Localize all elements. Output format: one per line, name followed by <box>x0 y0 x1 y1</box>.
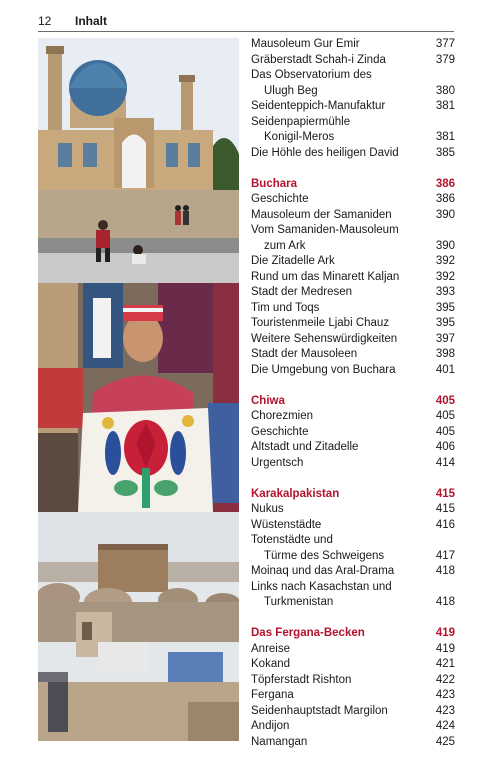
toc-title: Gräberstadt Schah-i Zinda <box>251 53 386 66</box>
toc-entry <box>251 564 455 580</box>
toc-page-number: 423 <box>435 704 455 717</box>
photo-necropolis <box>38 512 239 741</box>
toc-entry <box>251 595 455 611</box>
toc-entry <box>251 84 455 100</box>
toc-page-number: 393 <box>435 286 455 298</box>
toc-entry <box>251 53 455 69</box>
toc-page-number: 405 <box>435 410 455 422</box>
toc-page-number: 379 <box>435 53 455 66</box>
page-header <box>38 13 454 32</box>
toc-title: Seidenpapiermühle <box>251 115 351 128</box>
toc-entry <box>251 549 455 565</box>
toc-page-number <box>431 223 455 239</box>
toc-title: Stadt der Medresen <box>251 286 353 298</box>
toc-entry <box>251 363 455 379</box>
toc-page-number: 401 <box>435 363 455 376</box>
toc-page-number <box>431 68 455 84</box>
toc-title: Karakalpakistan <box>251 487 340 500</box>
toc-entry <box>251 704 455 720</box>
toc-chapter <box>251 394 455 410</box>
toc-page-number: 416 <box>435 518 455 531</box>
toc-title: Seidenteppich-Manufaktur <box>251 100 386 112</box>
toc-entry <box>251 99 455 115</box>
toc-entry <box>251 316 455 332</box>
toc-title: Mausoleum der Samaniden <box>251 208 392 221</box>
toc-page-number: 415 <box>435 487 455 500</box>
toc-page-number: 380 <box>435 84 455 97</box>
toc-page-number: 417 <box>435 549 455 562</box>
toc-entry <box>251 37 455 53</box>
toc-title: Tim und Toqs <box>251 301 320 314</box>
toc-entry <box>251 192 455 208</box>
toc-page-number: 422 <box>435 673 455 686</box>
toc-title: Altstadt und Zitadelle <box>251 441 359 453</box>
toc-page-number: 405 <box>435 394 455 407</box>
toc-page-number: 398 <box>435 348 455 360</box>
toc-page-number: 405 <box>435 425 455 438</box>
toc-entry <box>251 719 455 735</box>
toc-entry <box>251 533 455 549</box>
toc-title: Urgentsch <box>251 456 304 469</box>
toc-title: Geschichte <box>251 425 309 438</box>
toc-entry <box>251 223 455 239</box>
toc-entry <box>251 456 455 472</box>
toc-page-number: 381 <box>435 131 455 143</box>
toc-entry <box>251 115 455 131</box>
toc-title: Links nach Kasachstan und <box>251 580 392 593</box>
toc-entry <box>251 208 455 224</box>
toc-title: Geschichte <box>251 193 309 205</box>
toc-entry <box>251 332 455 348</box>
toc-entry <box>251 146 455 162</box>
toc-entry <box>251 440 455 456</box>
toc-entry <box>251 642 455 658</box>
toc-page-number: 418 <box>435 565 455 577</box>
toc-page-number: 395 <box>435 301 455 314</box>
toc-chapter <box>251 626 455 642</box>
toc-entry <box>251 301 455 317</box>
toc-title: Rund um das Minarett Kaljan <box>251 270 400 283</box>
toc-title: Die Umgebung von Buchara <box>251 363 396 376</box>
toc-page-number: 390 <box>435 239 455 252</box>
toc-page-number: 390 <box>435 208 455 221</box>
toc-page-number: 377 <box>435 38 455 50</box>
table-of-contents <box>251 37 455 750</box>
toc-title: Das Fergana-Becken <box>251 627 365 639</box>
toc-entry <box>251 347 455 363</box>
toc-title: Das Observatorium des <box>251 69 372 81</box>
toc-page-number: 418 <box>435 596 455 608</box>
toc-title: Ulugh Beg <box>264 84 318 97</box>
toc-title: Andijon <box>251 720 290 732</box>
photo-column <box>38 38 239 741</box>
toc-page-number: 395 <box>435 317 455 329</box>
toc-title: Die Höhle des heiligen David <box>251 146 399 159</box>
toc-page-number: 386 <box>435 177 455 190</box>
toc-page-number: 392 <box>435 255 455 267</box>
toc-entry <box>251 270 455 286</box>
toc-page-number: 423 <box>435 689 455 701</box>
toc-page-number: 419 <box>435 642 455 655</box>
toc-entry <box>251 502 455 518</box>
toc-title: Türme des Schweigens <box>264 549 385 562</box>
toc-spacer <box>251 471 455 487</box>
toc-title: Vom Samaniden-Mausoleum <box>251 224 399 236</box>
toc-entry <box>251 735 455 751</box>
toc-spacer <box>251 378 455 394</box>
toc-entry <box>251 673 455 689</box>
toc-title: Nukus <box>251 503 284 515</box>
toc-title: Konigil-Meros <box>264 131 335 143</box>
section-title: Inhalt <box>75 14 107 28</box>
toc-title: Anreise <box>251 642 290 655</box>
toc-title: Seidenhauptstadt Margilon <box>251 704 388 717</box>
toc-entry <box>251 518 455 534</box>
toc-title: Mausoleum Gur Emir <box>251 38 360 50</box>
toc-entry <box>251 254 455 270</box>
toc-title: Moinaq und das Aral-Drama <box>251 565 395 577</box>
toc-title: Töpferstadt Rishton <box>251 673 352 686</box>
toc-title: Die Zitadelle Ark <box>251 255 335 267</box>
toc-entry <box>251 657 455 673</box>
toc-page-number: 414 <box>435 456 455 469</box>
toc-page-number: 381 <box>435 100 455 112</box>
toc-page-number <box>431 115 455 131</box>
toc-page-number <box>431 580 455 596</box>
page-number: 12 <box>38 14 52 28</box>
toc-title: Kokand <box>251 658 291 670</box>
toc-page-number: 415 <box>435 503 455 515</box>
photo-woman-suzani <box>38 283 239 512</box>
photo-mausoleum <box>38 38 239 283</box>
toc-page-number: 424 <box>435 720 455 732</box>
toc-title: zum Ark <box>264 239 306 252</box>
toc-page-number <box>431 533 455 549</box>
toc-entry <box>251 239 455 255</box>
toc-title: Wüstenstädte <box>251 518 322 531</box>
toc-entry <box>251 68 455 84</box>
toc-entry <box>251 285 455 301</box>
toc-page-number: 385 <box>435 146 455 159</box>
toc-title: Chorezmien <box>251 410 313 422</box>
toc-spacer <box>251 161 455 177</box>
toc-chapter <box>251 487 455 503</box>
toc-title: Namangan <box>251 735 308 748</box>
toc-page-number: 425 <box>435 735 455 748</box>
toc-spacer <box>251 611 455 627</box>
toc-title: Buchara <box>251 177 298 190</box>
toc-title: Fergana <box>251 689 294 701</box>
toc-title: Weitere Sehenswürdigkeiten <box>251 332 398 345</box>
toc-page-number: 392 <box>435 270 455 283</box>
toc-page-number: 421 <box>435 658 455 670</box>
toc-entry <box>251 580 455 596</box>
toc-title: Stadt der Mausoleen <box>251 348 358 360</box>
toc-entry <box>251 425 455 441</box>
toc-page-number: 419 <box>435 627 455 639</box>
toc-entry <box>251 688 455 704</box>
toc-page-number: 406 <box>435 441 455 453</box>
toc-title: Chiwa <box>251 394 285 407</box>
toc-entry <box>251 409 455 425</box>
toc-page-number: 397 <box>435 332 455 345</box>
toc-entry <box>251 130 455 146</box>
toc-title: Turkmenistan <box>264 596 334 608</box>
toc-title: Touristenmeile Ljabi Chauz <box>251 317 390 329</box>
toc-title: Totenstädte und <box>251 534 333 546</box>
toc-chapter <box>251 177 455 193</box>
toc-page-number: 386 <box>435 193 455 205</box>
